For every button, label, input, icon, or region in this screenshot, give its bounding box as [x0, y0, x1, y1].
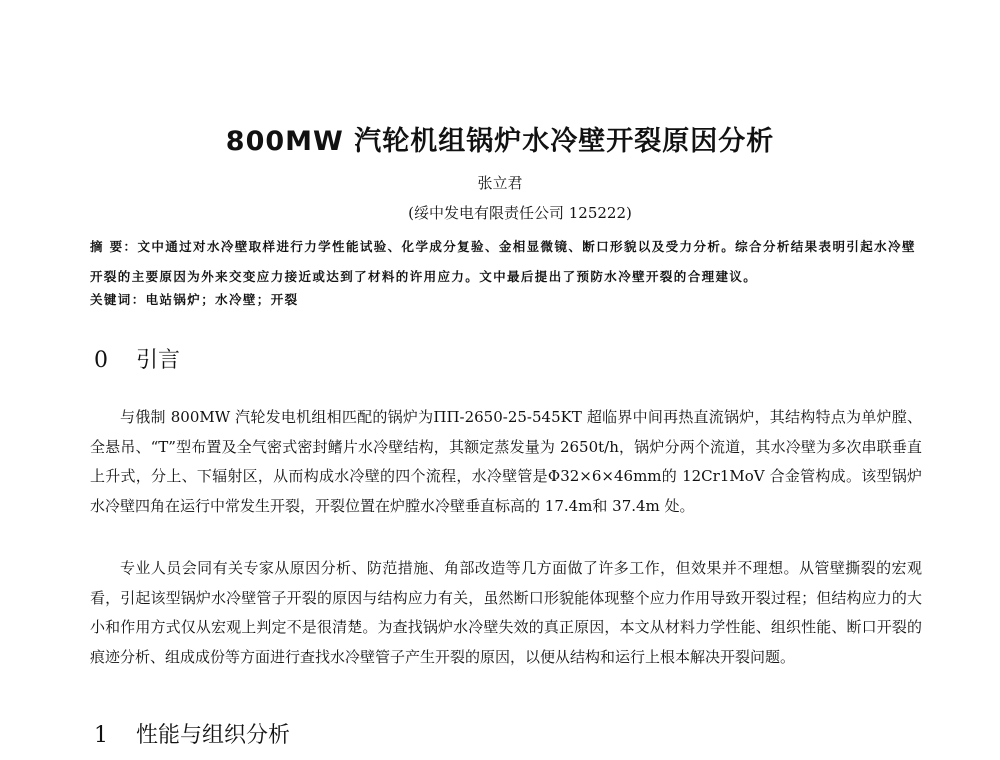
section-number: 0 — [94, 348, 108, 373]
section-heading-introduction — [94, 343, 180, 374]
keywords: 关键词：电站锅炉；水冷壁；开裂 — [90, 292, 299, 307]
introduction-paragraph-1 — [90, 403, 922, 521]
paragraph-text: 专业人员会同有关专家从原因分析、防范措施、角部改造等几方面做了许多工作，但效果并不理想。从管壁撕裂的宏观看，引起该型锅炉水冷壁管子开裂的原因与结构应力有关，虽然断口形貌能体现整个应力作用导致开裂过程；但结构应力的大小和作用方式仅从宏观上判定不是很清楚。为查找锅炉水冷壁失效的真正原因，本文从材料力学性能、组织性能、断口开裂的痕迹分析、组成成份等方面进行查找水冷壁管子产生开裂的原因，以便从结构和运行上根本解决开裂问题。 — [90, 559, 922, 666]
section-title: 性能与组织分析 — [136, 723, 291, 748]
author-affiliation: (绥中发电有限责任公司 125222) — [408, 204, 632, 222]
abstract-text: 摘 要：文中通过对水冷壁取样进行力学性能试验、化学成分复验、金相显微镜、断口形貌以及受力分析。综合分析结果表明引起水冷壁开裂的主要原因为外来交变应力接近或达到了材料的许用应力。文中最后提出了预防水冷壁开裂的合理建议。 — [90, 239, 916, 284]
abstract — [90, 232, 922, 292]
section-heading-performance-analysis — [94, 718, 290, 749]
paragraph-text: 与俄制 800MW 汽轮发电机组相匹配的锅炉为ΠΠ-2650-25-545KT 超临界中间再热直流锅炉，其结构特点为单炉膛、全悬吊、“T”型布置及全气密式密封鳍片水冷壁结构，其额定蒸发量为 2650t/h，锅炉分两个流道，其水冷壁为多次串联垂直上升式，分上、下辐射区，从而构成水冷壁的四个流程，水冷壁管是Φ32×6×46mm的 12Cr1MoV 合金管构成。该型锅炉水冷壁四角在运行中常发生开裂，开裂位置在炉膛水冷壁垂直标高的 17.4m和 37.4m 处。 — [90, 408, 922, 515]
paper-title: 800MW 汽轮机组锅炉水冷壁开裂原因分析 — [225, 126, 775, 157]
author-name: 张立君 — [477, 174, 523, 192]
section-title: 引言 — [136, 348, 181, 373]
section-number: 1 — [94, 723, 108, 748]
introduction-paragraph-2 — [90, 554, 922, 672]
